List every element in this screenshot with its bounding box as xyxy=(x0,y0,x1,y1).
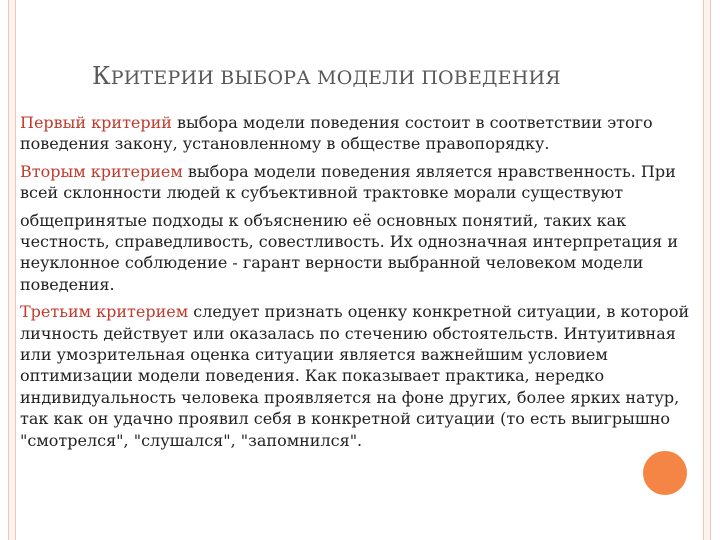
text-second-criterion: выбора модели поведения является нравственность. При всей склонности людей к субъективной трактовке морали существуют xyxy=(20,161,676,203)
slide-title xyxy=(92,62,561,90)
decorative-circle xyxy=(643,451,687,495)
text-third-criterion: следует признать оценку конкретной ситуации, в которой личность действует или оказалась по стечению обстоятельств. Интуитивная или умозрительная оценка ситуации является важнейшим условием оптимизации модели поведения. Как показывает практика, нередко индивидуальность человека проявляется на фоне других, более ярких натур, так как он удачно проявил себя в конкретной ситуации (то есть выигрышно "смотрелся", "слушался", "запомнился". xyxy=(20,302,690,450)
highlight-first-criterion: Первый критерий xyxy=(20,113,172,132)
paragraph-first-criterion xyxy=(20,112,704,155)
text-morality: общепринятые подходы к объяснению её основных понятий, таких как честность, справедливость, совестливость. Их однозначная интерпретация и неуклонное соблюдение - гарант верности выбранной человеком модели поведения. xyxy=(20,210,678,294)
text-first-criterion: выбора модели поведения состоит в соответствии этого поведения закону, установленному в обществе правопорядку. xyxy=(20,113,653,154)
left-decorative-rule xyxy=(8,0,16,540)
paragraph-morality xyxy=(20,210,704,296)
highlight-second-criterion: Вторым критерием xyxy=(20,161,183,181)
title-rest: РИТЕРИИ ВЫБОРА МОДЕЛИ ПОВЕДЕНИЯ xyxy=(110,67,561,89)
paragraph-second-criterion xyxy=(20,161,704,204)
slide-body xyxy=(20,112,704,457)
paragraph-third-criterion xyxy=(20,301,704,451)
right-decorative-rule xyxy=(703,0,711,540)
title-initial: К xyxy=(92,62,111,90)
highlight-third-criterion: Третьим критерием xyxy=(20,302,189,322)
